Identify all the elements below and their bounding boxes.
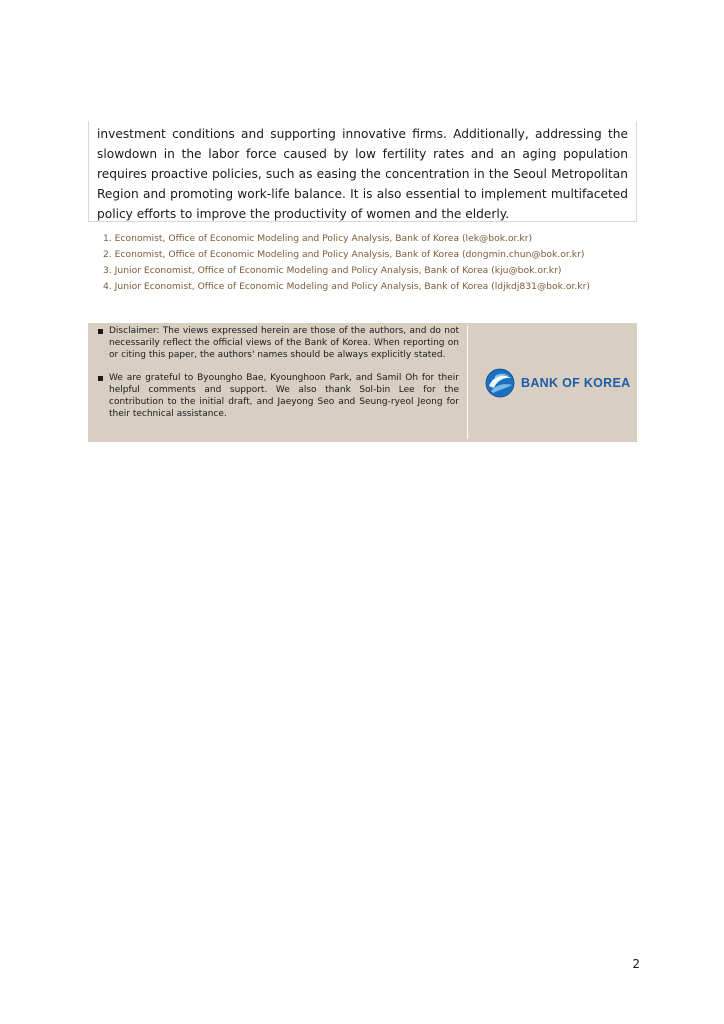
disclaimer-text-column xyxy=(96,326,468,439)
author-footnotes xyxy=(103,231,663,295)
disclaimer-item xyxy=(96,326,459,361)
footnote-2: 2. Economist, Office of Economic Modeling and Policy Analysis, Bank of Korea (dongmin.chun@bok.or.kr) xyxy=(103,249,585,260)
square-bullet-icon xyxy=(98,329,103,334)
bank-of-korea-logo xyxy=(485,367,631,399)
disclaimer-box xyxy=(88,323,637,442)
abstract-text: investment conditions and supporting innovative firms. Additionally, addressing the slowdown in the labor force caused by low fertility rates and an aging population requires proactive policies, such as easing the concentration in the Seoul Metropolitan Region and promoting work-life balance. It is also essential to implement multifaceted policy efforts to improve the productivity of women and the elderly. xyxy=(97,127,628,221)
footnote-3: 3. Junior Economist, Office of Economic Modeling and Policy Analysis, Bank of Korea (kju@bok.or.kr) xyxy=(103,265,562,276)
acknowledgement-text: We are grateful to Byoungho Bae, Kyounghoon Park, and Samil Oh for their helpful comments and support. We also thank Sol-bin Lee for the contribution to the initial draft, and Jaeyong Seo and Seung-ryeol Jeong for their technical assistance. xyxy=(109,373,459,419)
bank-of-korea-emblem-icon xyxy=(485,368,515,398)
disclaimer-text: Disclaimer: The views expressed herein are those of the authors, and do not necessarily reflect the official views of the Bank of Korea. When reporting on or citing this paper, the authors' names should be always explicitly stated. xyxy=(109,326,459,360)
acknowledgement-item xyxy=(96,373,459,420)
footnote-4: 4. Junior Economist, Office of Economic Modeling and Policy Analysis, Bank of Korea (ldjkdj831@bok.or.kr) xyxy=(103,281,590,292)
logo-wordmark: BANK OF KOREA xyxy=(521,376,631,390)
abstract-continuation-box xyxy=(88,121,637,222)
square-bullet-icon xyxy=(98,376,103,381)
footnote-1: 1. Economist, Office of Economic Modeling and Policy Analysis, Bank of Korea (lek@bok.or.kr) xyxy=(103,233,533,244)
page-number: 2 xyxy=(632,957,640,971)
